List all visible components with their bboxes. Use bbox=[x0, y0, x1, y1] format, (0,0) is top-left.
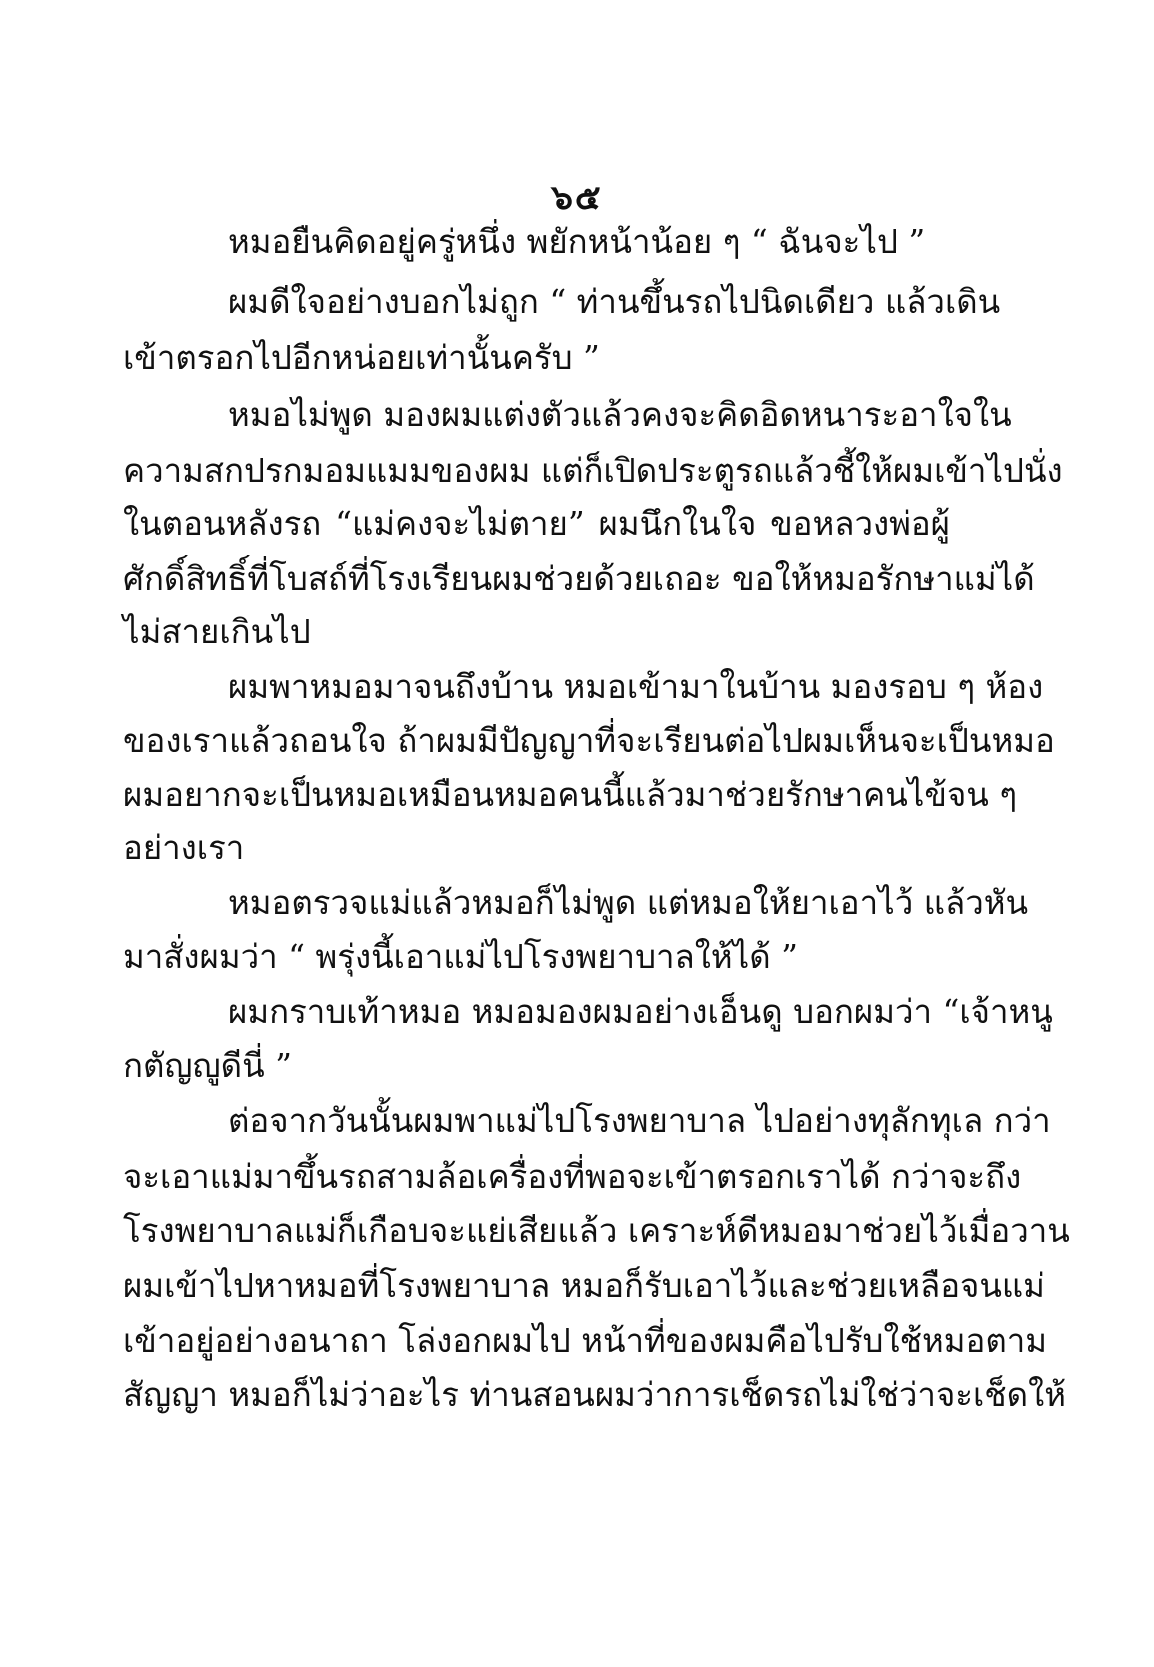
text-line: จะเอาแม่มาขึ้นรถสามล้อเครื่องที่พอจะเข้าตรอกเราได้ กว่าจะถึง bbox=[123, 1157, 1022, 1196]
text-line: ไม่สายเกินไป bbox=[123, 612, 311, 651]
text-line: อย่างเรา bbox=[123, 828, 245, 867]
text-line: หมอยืนคิดอยู่ครู่หนึ่ง พยักหน้าน้อย ๆ “ ฉันจะไป ” bbox=[228, 222, 926, 261]
page-number: ๖๕ bbox=[551, 178, 603, 218]
text-line: สัญญา หมอก็ไม่ว่าอะไร ท่านสอนผมว่าการเช็ดรถไม่ใช่ว่าจะเช็ดให้ bbox=[123, 1375, 1066, 1414]
text-line: ของเราแล้วถอนใจ ถ้าผมมีปัญญาที่จะเรียนต่อไปผมเห็นจะเป็นหมอ bbox=[123, 721, 1055, 760]
text-line: ต่อจากวันนั้นผมพาแม่ไปโรงพยาบาล ไปอย่างทุลักทุเล กว่า bbox=[228, 1101, 1051, 1140]
text-line: ผมพาหมอมาจนถึงบ้าน หมอเข้ามาในบ้าน มองรอบ ๆ ห้อง bbox=[228, 667, 1044, 706]
text-line: ผมดีใจอย่างบอกไม่ถูก “ ท่านขึ้นรถไปนิดเดียว แล้วเดิน bbox=[228, 282, 1001, 321]
text-line: หมอตรวจแม่แล้วหมอก็ไม่พูด แต่หมอให้ยาเอาไว้ แล้วหัน bbox=[228, 883, 1029, 922]
text-line: ผมอยากจะเป็นหมอเหมือนหมอคนนี้แล้วมาช่วยรักษาคนไข้จน ๆ bbox=[123, 775, 1018, 814]
text-line: ผมกราบเท้าหมอ หมอมองผมอย่างเอ็นดู บอกผมว่า “เจ้าหนู bbox=[228, 992, 1053, 1031]
text-line: ความสกปรกมอมแมมของผม แต่ก็เปิดประตูรถแล้วชี้ให้ผมเข้าไปนั่ง bbox=[123, 451, 1063, 490]
text-line: โรงพยาบาลแม่ก็เกือบจะแย่เสียแล้ว เคราะห์ดีหมอมาช่วยไว้เมื่อวาน bbox=[123, 1211, 1070, 1250]
text-line: ในตอนหลังรถ “แม่คงจะไม่ตาย” ผมนึกในใจ ขอหลวงพ่อผู้ bbox=[123, 504, 950, 543]
text-line: ศักดิ์สิทธิ์ที่โบสถ์ที่โรงเรียนผมช่วยด้วยเถอะ ขอให้หมอรักษาแม่ได้ bbox=[123, 559, 1035, 598]
text-line: หมอไม่พูด มองผมแต่งตัวแล้วคงจะคิดอิดหนาระอาใจใน bbox=[228, 395, 1012, 434]
text-line: เข้าอยู่อย่างอนาถา โล่งอกผมไป หน้าที่ของผมคือไปรับใช้หมอตาม bbox=[123, 1321, 1048, 1360]
text-line: ผมเข้าไปหาหมอที่โรงพยาบาล หมอก็รับเอาไว้และช่วยเหลือจนแม่ bbox=[123, 1266, 1045, 1305]
text-line: เข้าตรอกไปอีกหน่อยเท่านั้นครับ ” bbox=[123, 338, 600, 377]
text-line: กตัญญูดีนี่ ” bbox=[123, 1046, 292, 1085]
text-line: มาสั่งผมว่า “ พรุ่งนี้เอาแม่ไปโรงพยาบาลให้ได้ ” bbox=[123, 937, 799, 976]
